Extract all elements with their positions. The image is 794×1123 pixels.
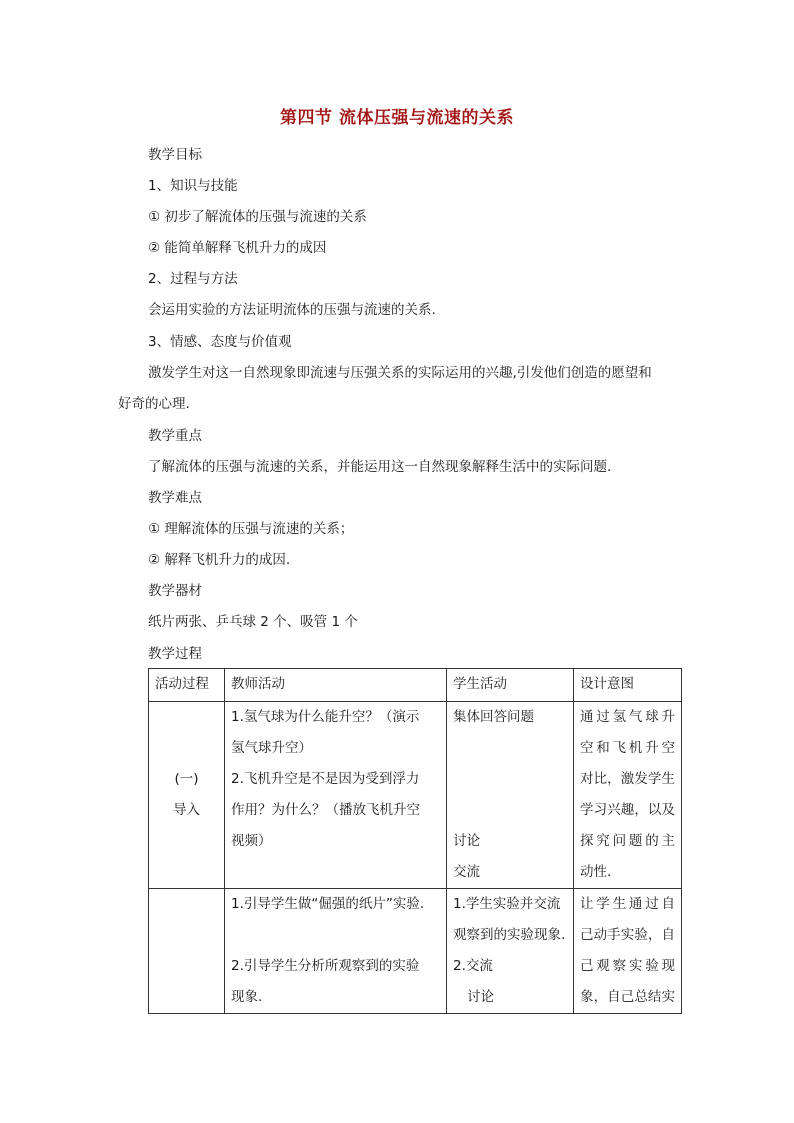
page-title: 第四节 流体压强与流速的关系 xyxy=(280,108,514,128)
teacher-line: 1.氢气球为什么能升空？（演示 xyxy=(231,709,420,725)
teaching-focus-text: 了解流体的压强与流速的关系，并能运用这一自然现象解释生活中的实际问题. xyxy=(148,459,612,475)
design-intent-cell xyxy=(574,889,682,1014)
intent-line: 对比，激发学生 xyxy=(580,771,675,787)
heading-teaching-process: 教学过程 xyxy=(148,646,202,662)
header-activity-stage: 活动过程 xyxy=(149,669,225,702)
intent-line: 空和飞机升空 xyxy=(580,740,675,756)
spacer xyxy=(453,795,567,826)
student-line: 交流 xyxy=(453,864,480,880)
stage-name: 导入 xyxy=(173,802,200,818)
table-row xyxy=(149,889,682,1014)
teacher-line: 现象. xyxy=(231,989,263,1005)
student-activity-cell xyxy=(447,702,574,889)
goal-process-item: 会运用实验的方法证明流体的压强与流速的关系. xyxy=(148,302,436,318)
intent-line: 学习兴趣，以及 xyxy=(580,802,675,818)
teacher-line: 2.飞机升空是不是因为受到浮力 xyxy=(231,771,420,787)
goal-process-methods: 2、过程与方法 xyxy=(148,271,238,287)
goal-knowledge-item-2: ② 能简单解释飞机升力的成因 xyxy=(148,240,327,256)
difficulty-item-1: ① 理解流体的压强与流速的关系； xyxy=(148,521,354,537)
teacher-line: 1.引导学生做“倔强的纸片”实验. xyxy=(231,896,425,912)
goal-attitude-values: 3、情感、态度与价值观 xyxy=(148,334,292,350)
student-line: 2.交流 xyxy=(453,958,493,974)
heading-teaching-equipment: 教学器材 xyxy=(148,583,202,599)
intent-line: 己观察实验现 xyxy=(580,958,675,974)
teacher-activity-cell xyxy=(225,889,447,1014)
student-line: 讨论 xyxy=(453,833,480,849)
spacer xyxy=(453,733,567,795)
table-header-row xyxy=(149,669,682,702)
student-line: 1.学生实验并交流 xyxy=(453,896,561,912)
goal-attitude-text-line-1: 激发学生对这一自然现象即流速与压强关系的实际运用的兴趣,引发他们创造的愿望和 xyxy=(148,365,652,381)
table-row xyxy=(149,702,682,889)
goal-attitude-text-line-2: 好奇的心理. xyxy=(118,396,190,412)
header-student-activity: 学生活动 xyxy=(447,669,574,702)
difficulty-item-2: ② 解释飞机升力的成因. xyxy=(148,552,291,568)
goal-knowledge-skills: 1、知识与技能 xyxy=(148,178,238,194)
header-design-intent: 设计意图 xyxy=(574,669,682,702)
teacher-line: 2.引导学生分析所观察到的实验 xyxy=(231,958,420,974)
heading-teaching-focus: 教学重点 xyxy=(148,428,202,444)
spacer xyxy=(231,920,440,951)
stage-cell xyxy=(149,702,225,889)
stage-number: (一) xyxy=(174,771,199,787)
intent-line: 让学生通过自 xyxy=(580,896,675,912)
intent-line: 动性. xyxy=(580,864,612,880)
intent-line: 通过氢气球升 xyxy=(580,709,675,725)
heading-teaching-difficulty: 教学难点 xyxy=(148,490,202,506)
teacher-line: 氢气球升空） xyxy=(231,740,312,756)
student-line: 观察到的实验现象. xyxy=(453,927,566,943)
design-intent-cell xyxy=(574,702,682,889)
stage-cell xyxy=(149,889,225,1014)
teacher-line: 视频） xyxy=(231,833,272,849)
teaching-process-table xyxy=(148,668,682,1014)
student-activity-cell xyxy=(447,889,574,1014)
teacher-activity-cell xyxy=(225,702,447,889)
header-teacher-activity: 教师活动 xyxy=(225,669,447,702)
teaching-equipment-text: 纸片两张、乒乓球 2 个、吸管 1 个 xyxy=(148,614,358,630)
student-line: 集体回答问题 xyxy=(453,709,534,725)
student-line: 讨论 xyxy=(467,989,494,1005)
teacher-line: 作用？为什么？（播放飞机升空 xyxy=(231,802,420,818)
goal-knowledge-item-1: ① 初步了解流体的压强与流速的关系 xyxy=(148,209,367,225)
intent-line: 己动手实验，自 xyxy=(580,927,675,943)
intent-line: 探究问题的主 xyxy=(580,833,675,849)
intent-line: 象，自己总结实 xyxy=(580,989,675,1005)
heading-teaching-goals: 教学目标 xyxy=(148,147,202,163)
